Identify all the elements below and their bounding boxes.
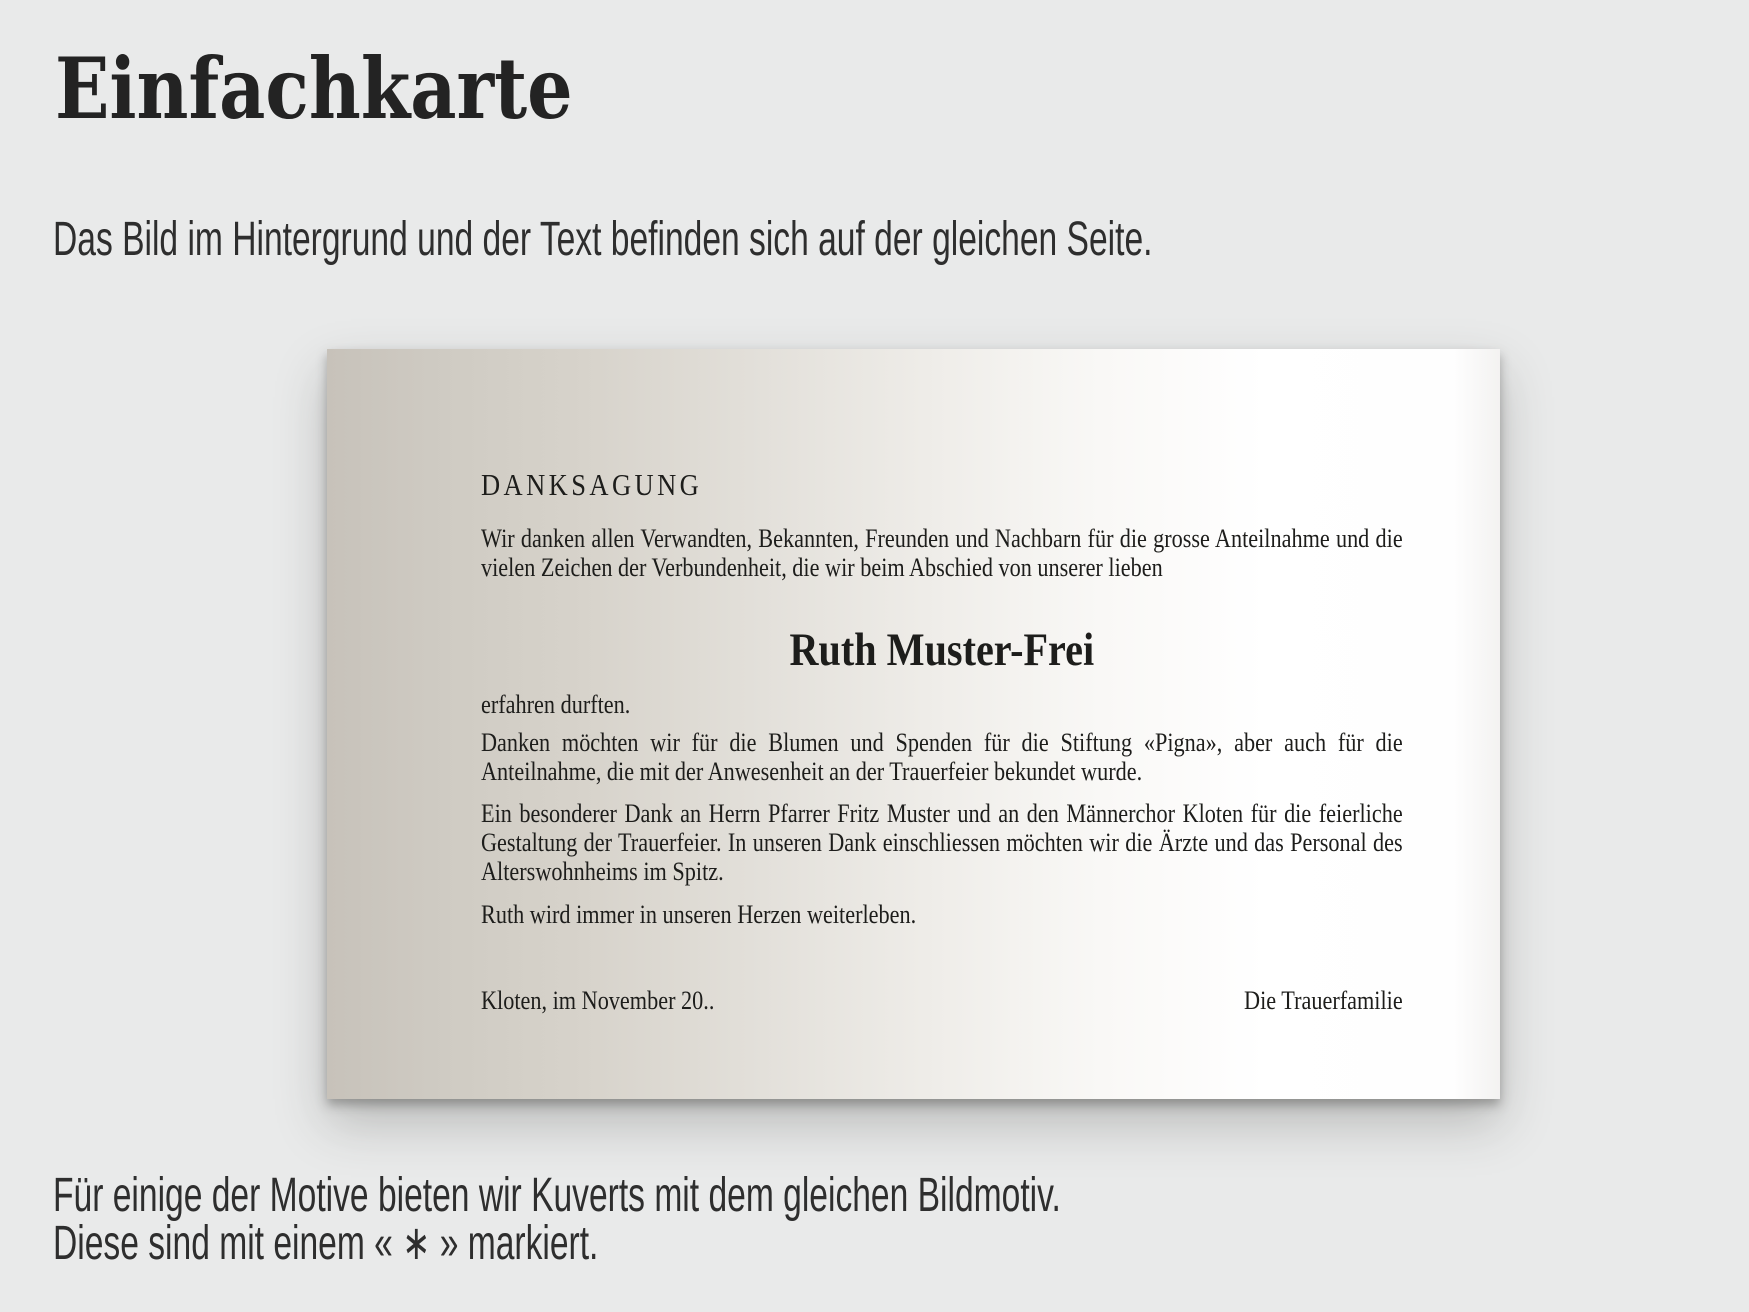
page-note-line2: Diese sind mit einem « ∗ » markiert. [53,1217,599,1270]
card-after-name-line: erfahren durften. [481,690,631,719]
card-closing-line: Ruth wird immer in unseren Herzen weiterleben. [481,900,917,929]
page-title: Einfachkarte [55,39,573,138]
card-thanks-paragraph: Danken möchten wir für die Blumen und Spenden für die Stiftung «Pigna», aber auch für die Anteilnahme, die mit der Anwesenheit an der Trauerfeier bekundet wurde. [481,728,1403,786]
page-subtitle: Das Bild im Hintergrund und der Text befinden sich auf der gleichen Seite. [53,213,1153,266]
memorial-card-preview [327,349,1500,1099]
card-footer-place-date: Kloten, im November 20.. [481,986,715,1015]
card-footer [481,986,1403,1015]
card-special-thanks-paragraph: Ein besonderer Dank an Herrn Pfarrer Fritz Muster und an den Männerchor Kloten für die feierliche Gestaltung der Trauerfeier. In unseren Dank einschliessen möchten wir die Ärzte und das Personal des Alterswohnheims im Spitz. [481,799,1403,886]
card-footer-family: Die Trauerfamilie [1244,986,1403,1015]
card-heading: DANKSAGUNG [481,467,703,502]
card-intro-paragraph: Wir danken allen Verwandten, Bekannten, Freunden und Nachbarn für die grosse Anteilnahme und die vielen Zeichen der Verbundenheit, die wir beim Abschied von unserer lieben [481,524,1403,582]
page-note-line1: Für einige der Motive bieten wir Kuverts mit dem gleichen Bildmotiv. [53,1169,1061,1222]
deceased-name: Ruth Muster-Frei [789,624,1095,676]
page-note [53,1169,1061,1270]
memorial-card-text [481,349,1403,1099]
